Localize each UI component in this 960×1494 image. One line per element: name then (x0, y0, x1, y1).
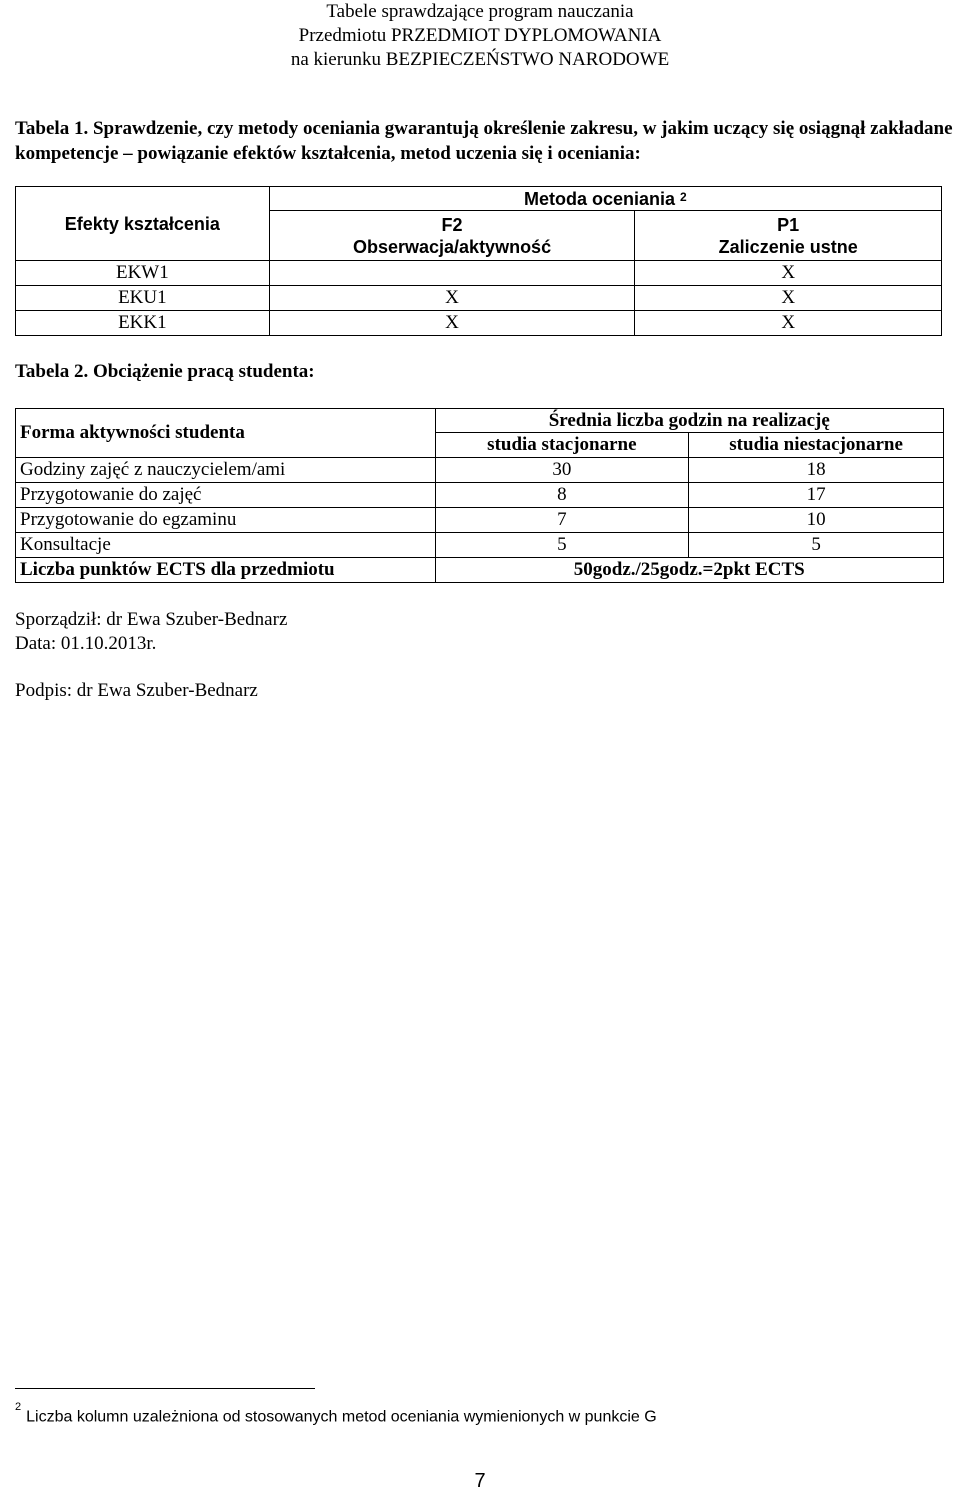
footnote (15, 1402, 657, 1427)
effect-cell: EKK1 (16, 311, 270, 336)
table1-label: Tabela 1. (15, 118, 89, 139)
col-stationary-header: studia stacjonarne (435, 433, 689, 458)
method-header-sup: 2 (680, 189, 687, 204)
col-effects-header: Efekty kształcenia (16, 187, 270, 261)
prepared-by: Sporządził: dr Ewa Szuber-Bednarz (15, 609, 288, 630)
stationary-cell: 8 (435, 483, 689, 508)
table-row (16, 558, 944, 583)
page-number: 7 (474, 1470, 486, 1492)
method-f2-header (269, 211, 635, 261)
part-time-cell: 5 (689, 533, 944, 558)
form-cell: Konsultacje (16, 533, 436, 558)
f2-cell: X (269, 286, 635, 311)
p1-cell: X (635, 261, 942, 286)
method-p1-code: P1 (777, 214, 800, 235)
stationary-cell: 5 (435, 533, 689, 558)
col-form-header: Forma aktywności studenta (16, 409, 436, 458)
table-row (16, 286, 942, 311)
col-part-time-header: studia niestacjonarne (689, 433, 944, 458)
part-time-cell: 17 (689, 483, 944, 508)
table-row (16, 508, 944, 533)
table-row (16, 458, 944, 483)
footnote-divider (15, 1388, 315, 1389)
table-row (16, 483, 944, 508)
p1-cell: X (635, 286, 942, 311)
method-f2-name: Obserwacja/aktywność (352, 236, 552, 257)
table-row (16, 261, 942, 286)
method-p1-header (635, 211, 942, 261)
document-header (0, 0, 960, 72)
part-time-cell: 18 (689, 458, 944, 483)
stationary-cell: 30 (435, 458, 689, 483)
signature: Podpis: dr Ewa Szuber-Bednarz (15, 680, 258, 701)
footnote-number: 2 (15, 1401, 22, 1413)
workload-table (15, 408, 944, 583)
form-cell: Przygotowanie do egzaminu (16, 508, 436, 533)
footnote-text: Liczba kolumn uzależniona od stosowanych metod oceniania wymienionych w punkcie G (26, 1408, 657, 1426)
table-row (16, 533, 944, 558)
f2-cell: X (269, 311, 635, 336)
effect-cell: EKU1 (16, 286, 270, 311)
table-row (16, 311, 942, 336)
assessment-methods-table (15, 186, 942, 336)
part-time-cell: 10 (689, 508, 944, 533)
form-cell: Godziny zajęć z nauczycielem/ami (16, 458, 436, 483)
table2-caption: Tabela 2. Obciążenie pracą studenta: (15, 361, 315, 382)
header-line-3: na kierunku BEZPIECZEŃSTWO NARODOWE (290, 49, 670, 70)
document-date: Data: 01.10.2013r. (15, 633, 157, 654)
form-cell: Przygotowanie do zajęć (16, 483, 436, 508)
method-p1-name: Zaliczenie ustne (718, 236, 858, 257)
stationary-cell: 7 (435, 508, 689, 533)
f2-cell (269, 261, 635, 286)
ects-value-cell: 50godz./25godz.=2pkt ECTS (435, 558, 944, 583)
ects-label-cell: Liczba punktów ECTS dla przedmiotu (16, 558, 436, 583)
header-line-1: Tabele sprawdzające program nauczania (326, 1, 634, 22)
table1-caption (15, 116, 955, 166)
effect-cell: EKW1 (16, 261, 270, 286)
col-avg-header: Średnia liczba godzin na realizację (435, 409, 944, 433)
method-header: Metoda oceniania $^2$ (269, 187, 941, 211)
method-f2-code: F2 (441, 214, 463, 235)
p1-cell: X (635, 311, 942, 336)
header-line-2: Przedmiotu PRZEDMIOT DYPLOMOWANIA (298, 25, 662, 46)
table1-caption-text: Sprawdzenie, czy metody oceniania gwarantują określenie zakresu, w jakim uczący się osiągnął zakładane kompetencje – powiązanie efektów kształcenia, metod uczenia się i oceniania: (15, 118, 953, 164)
